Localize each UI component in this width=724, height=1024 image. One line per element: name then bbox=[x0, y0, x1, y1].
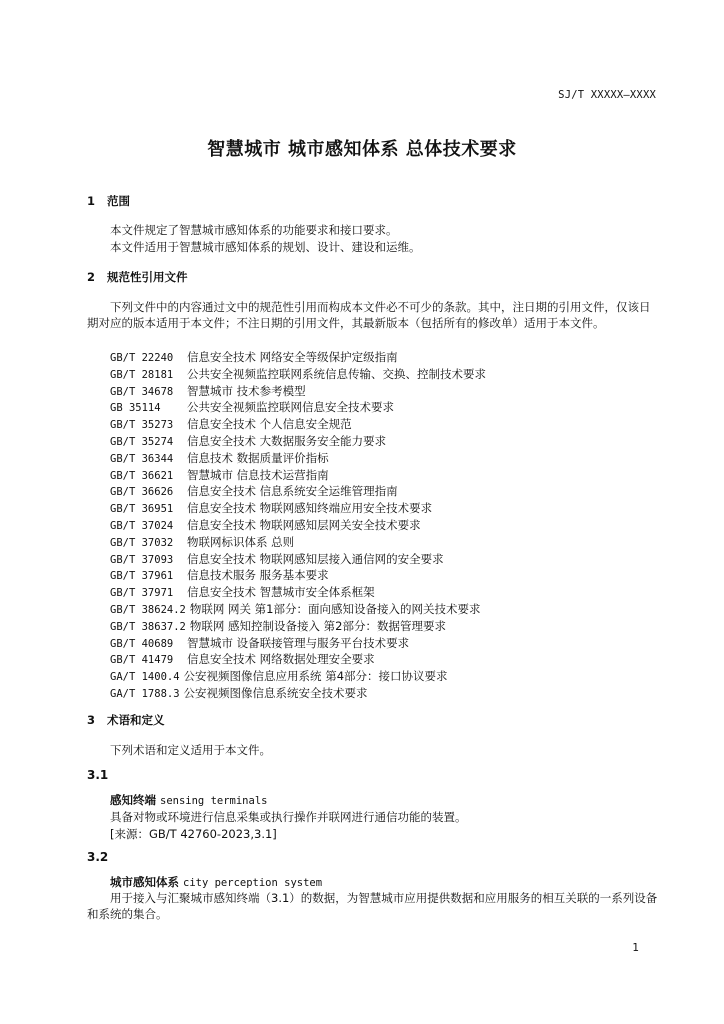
section-title: 术语和定义 bbox=[107, 713, 165, 727]
reference-title: 公共安全视频监控联网信息安全技术要求 bbox=[187, 400, 394, 415]
section-2-heading bbox=[87, 269, 188, 285]
reference-code: GB/T 37093 bbox=[110, 553, 174, 566]
reference-item bbox=[110, 399, 486, 416]
reference-list bbox=[110, 349, 486, 702]
document-title: 智慧城市 城市感知体系 总体技术要求 bbox=[207, 139, 517, 160]
reference-code: GB/T 36951 bbox=[110, 503, 174, 516]
term-3-2-definition: 用于接入与汇聚城市感知终端（3.1）的数据，为智慧城市应用提供数据和应用服务的相互关联的一系列设备和系统的集合。 bbox=[87, 891, 658, 921]
reference-item bbox=[110, 366, 486, 383]
reference-title: 公安视频图像信息系统安全技术要求 bbox=[183, 685, 368, 700]
section-title: 范围 bbox=[107, 194, 130, 208]
reference-code: GB 35114 bbox=[110, 402, 161, 415]
section-1-heading bbox=[87, 193, 130, 209]
reference-code: GA/T 1788.3 bbox=[110, 687, 180, 700]
clause-3-2-number: 3.2 bbox=[87, 850, 109, 864]
terms-intro: 下列术语和定义适用于本文件。 bbox=[110, 743, 271, 757]
reference-item bbox=[110, 450, 486, 467]
reference-code: GB/T 36626 bbox=[110, 486, 174, 499]
term-english: sensing terminals bbox=[160, 795, 268, 807]
reference-title: 信息安全技术 个人信息安全规范 bbox=[187, 417, 352, 432]
clause-3-1-number: 3.1 bbox=[87, 768, 109, 782]
scope-line-1: 本文件规定了智慧城市感知体系的功能要求和接口要求。 bbox=[110, 223, 398, 237]
reference-title: 智慧城市 技术参考模型 bbox=[187, 383, 306, 398]
reference-code: GB/T 38624.2 bbox=[110, 603, 186, 616]
reference-title: 信息安全技术 网络安全等级保护定级指南 bbox=[187, 350, 398, 364]
reference-item bbox=[110, 483, 486, 500]
reference-title: 智慧城市 设备联接管理与服务平台技术要求 bbox=[187, 635, 410, 650]
term-english: city perception system bbox=[183, 877, 323, 889]
reference-code: GB/T 37024 bbox=[110, 519, 174, 532]
reference-item bbox=[110, 685, 486, 702]
reference-item bbox=[110, 534, 486, 551]
reference-code: GB/T 34678 bbox=[110, 385, 174, 398]
reference-title: 公共安全视频监控联网系统信息传输、交换、控制技术要求 bbox=[187, 366, 486, 381]
section-title: 规范性引用文件 bbox=[107, 270, 188, 284]
section-3-heading bbox=[87, 712, 165, 728]
reference-item bbox=[110, 551, 486, 568]
reference-item bbox=[110, 618, 486, 635]
reference-title: 信息安全技术 网络数据处理安全要求 bbox=[187, 652, 375, 667]
term-3-1 bbox=[110, 792, 267, 808]
reference-item bbox=[110, 567, 486, 584]
reference-title: 信息安全技术 物联网感知层网关安全技术要求 bbox=[187, 517, 421, 532]
section-number: 3 bbox=[87, 713, 96, 727]
reference-item bbox=[110, 584, 486, 601]
reference-code: GB/T 37971 bbox=[110, 587, 174, 600]
reference-title: 物联网 感知控制设备接入 第2部分：数据管理要求 bbox=[189, 618, 446, 633]
reference-item bbox=[110, 467, 486, 484]
reference-title: 信息安全技术 信息系统安全运维管理指南 bbox=[187, 484, 398, 499]
reference-code: GB/T 22240 bbox=[110, 352, 174, 364]
reference-code: GB/T 37032 bbox=[110, 536, 174, 549]
reference-code: GB/T 28181 bbox=[110, 368, 174, 381]
section-number: 1 bbox=[87, 194, 96, 208]
section-number: 2 bbox=[87, 270, 96, 284]
reference-title: 信息技术服务 服务基本要求 bbox=[187, 568, 329, 583]
reference-code: GB/T 37961 bbox=[110, 570, 174, 583]
reference-item bbox=[110, 349, 486, 366]
term-3-1-source: [来源：GB/T 42760-2023,3.1] bbox=[110, 827, 277, 841]
reference-title: 物联网 网关 第1部分：面向感知设备接入的网关技术要求 bbox=[189, 601, 481, 616]
reference-item bbox=[110, 500, 486, 517]
reference-code: GB/T 40689 bbox=[110, 637, 174, 650]
reference-title: 信息安全技术 物联网感知层接入通信网的安全要求 bbox=[187, 551, 444, 566]
reference-code: GB/T 36621 bbox=[110, 469, 174, 482]
reference-item bbox=[110, 651, 486, 668]
scope-line-2: 本文件适用于智慧城市感知体系的规划、设计、建设和运维。 bbox=[110, 240, 421, 254]
reference-item bbox=[110, 433, 486, 450]
reference-code: GB/T 35274 bbox=[110, 435, 174, 448]
term-3-2 bbox=[110, 874, 322, 890]
reference-title: 物联网标识体系 总则 bbox=[187, 534, 295, 549]
reference-code: GB/T 35273 bbox=[110, 419, 174, 432]
reference-item bbox=[110, 517, 486, 534]
reference-title: 信息技术 数据质量评价指标 bbox=[187, 450, 329, 465]
reference-item bbox=[110, 601, 486, 618]
reference-code: GB/T 41479 bbox=[110, 654, 174, 667]
term-chinese: 城市感知体系 bbox=[110, 875, 179, 889]
reference-title: 信息安全技术 物联网感知终端应用安全技术要求 bbox=[187, 501, 433, 516]
reference-code: GB/T 36344 bbox=[110, 452, 174, 465]
reference-code: GA/T 1400.4 bbox=[110, 671, 180, 684]
page-number: 1 bbox=[632, 942, 639, 954]
reference-item bbox=[110, 668, 486, 685]
reference-code: GB/T 38637.2 bbox=[110, 620, 186, 633]
reference-title: 信息安全技术 大数据服务安全能力要求 bbox=[187, 433, 387, 448]
reference-item bbox=[110, 383, 486, 400]
reference-title: 智慧城市 信息技术运营指南 bbox=[187, 467, 329, 482]
normative-refs-intro: 下列文件中的内容通过文中的规范性引用而构成本文件必不可少的条款。其中，注日期的引用文件，仅该日期对应的版本适用于本文件；不注日期的引用文件，其最新版本（包括所有的修改单）适用于本文件。 bbox=[87, 300, 651, 330]
reference-item bbox=[110, 416, 486, 433]
reference-item bbox=[110, 635, 486, 652]
reference-title: 信息安全技术 智慧城市安全体系框架 bbox=[187, 585, 375, 600]
term-chinese: 感知终端 bbox=[110, 793, 156, 807]
term-3-1-definition: 具备对物或环境进行信息采集或执行操作并联网进行通信功能的装置。 bbox=[110, 810, 467, 824]
standard-code: SJ/T XXXXX—XXXX bbox=[558, 89, 656, 101]
reference-title: 公安视频图像信息应用系统 第4部分：接口协议要求 bbox=[183, 669, 448, 684]
